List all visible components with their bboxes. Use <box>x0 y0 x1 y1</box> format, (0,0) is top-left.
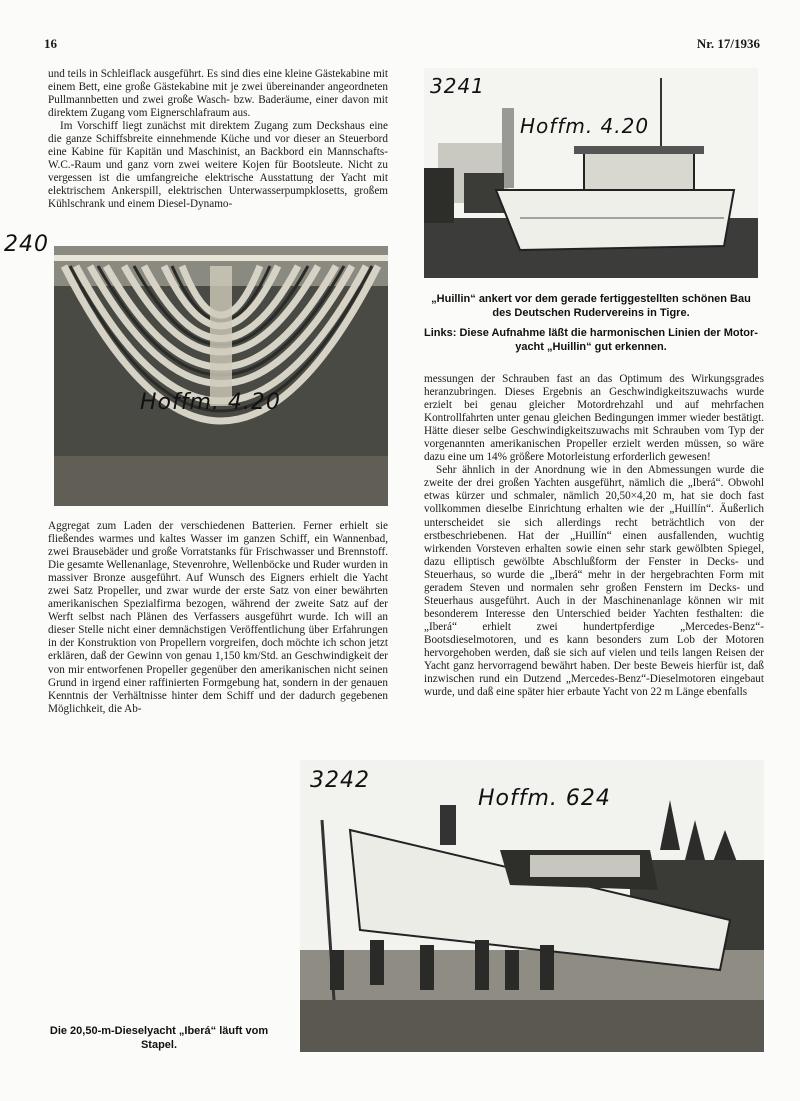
caption-line: Die 20,50-m-Dieselyacht „Iberá“ läuft vom <box>49 1025 269 1037</box>
frame-handwritten-note: Hoffm. 4.20 <box>140 390 281 415</box>
caption-line: Links: Diese Aufnahme läßt die harmonischen Linien der Motor- <box>424 327 758 339</box>
caption-line: Stapel. <box>140 1039 178 1051</box>
right-column-text <box>424 373 764 699</box>
photo-handwritten-note: Hoffm. 4.20 <box>520 114 650 138</box>
huillin-caption <box>424 292 758 320</box>
links-caption <box>424 326 758 354</box>
yacht-frames-photo <box>54 246 388 506</box>
paragraph: Im Vorschiff liegt zunächst mit direktem Zugang zum Deckshaus eine die ganze Schiffsbreite einnehmende Küche und vor dieser an Steuerbord eine Kabine für Kapitän und Maschinist, an Backbord ein Mannschafts-W.C.-Raum und ganz vorn zwei weitere Kojen für Bootsleute. Nicht zu vergessen ist die umfangreiche elektrische Ausstattung der Yacht mit elektrischem Ankerspill, elektrischen Unterwasserpumpklosetts, großem Kühlschrank und einem Diesel-Dynamo- <box>48 120 388 211</box>
paragraph: Sehr ähnlich in der Anordnung wie in den Abmessungen wurde die zweite der drei großen Yachten ausgeführt, nämlich die „Iberá“. Obwohl etwas kürzer und schmaler, nämlich 20,50×4,20 m, hat sie doch fast vollkommen dieselbe Einrichtung erhalten wie der „Huillín“. Äußerlich unterscheidet sie sich allerdings recht beträchtlich von der erstbeschriebenen. Hat der „Huillín“ einen ausfallenden, wuchtig wirkenden Vorsteven erhalten sowie einen sehr stark gewölbten Spiegel, dazu elliptisch gewölbte Abschlußform der Fenster in Decks- und Steuerhaus, so wurde die „Iberá“ mehr in der hergebrachten Form mit geradem Steven und normalen sehr großen Fenstern im Decks- und Steuerhaus ausgeführt. Auch in der Maschinenanlage können wir mit besonderem Interesse den Unterschied beider Yachten festhalten: die „Iberá“ erhielt zwei hundertpferdige „Mercedes-Benz“-Bootsdieselmotoren, und es kann besonders zum Lob der Motoren hervorgehoben werden, daß sie sich auf vielen und teils langen Reisen der Yacht ganz hervorragend bewährt haben. Der beste Beweis hierfür ist, daß inzwischen rund ein Dutzend „Mercedes-Benz“-Dieselmotoren eingebaut wurde, und daß eine später hier erbaute Yacht von 22 m Länge ebenfalls <box>424 464 764 699</box>
caption-line: des Deutschen Rudervereins in Tigre. <box>492 307 690 319</box>
photo-handwritten-number: 3241 <box>430 74 485 98</box>
caption-line: yacht „Huillin“ gut erkennen. <box>515 341 667 353</box>
paragraph: messungen der Schrauben fast an das Optimum des Wirkungsgrades heranzubringen. Dieses Ergebnis an Geschwindigkeitszuwachs wurde erzielt bei genau gleicher Motordrehzahl und auf mehrfachen Kontrollfahrten unter genau gleichen Bedingungen immer wieder bestätigt. Hätte dieser selbe Geschwindigkeitszuwachs mit Schrauben vom Typ der vorgenannten amerikanischen Propeller erzielt werden müssen, so wäre dazu eine um 14% größere Motorleistung erforderlich gewesen! <box>424 373 764 464</box>
page-number: 16 <box>44 36 57 51</box>
issue-number: Nr. 17/1936 <box>696 36 760 51</box>
photo-handwritten-note: Hoffm. 624 <box>478 786 611 811</box>
left-column-top-text <box>48 68 388 212</box>
paragraph: Aggregat zum Laden der verschiedenen Batterien. Ferner erhielt sie fließendes warmes und kaltes Wasser im ganzen Schiff, ein Wannenbad, zwei Brausebäder und große Vorratstanks für Frischwasser und Brennstoff. Die gesamte Wellenanlage, Stevenrohre, Wellenböcke und Ruder wurden in massiver Bronze ausgeführt. Auf Wunsch des Eigners erhielt die Yacht zwei Satz Propeller, und zwar wurde der erste Satz von einer bewährten amerikanischen Spezialfirma bezogen, während der zweite Satz auf der Werft selbst nach Plänen des Verfassers ausgeführt wurde. Ich will an dieser Stelle nicht einer demnächstigen Veröffentlichung über Erfahrungen in der Konstruktion von Propellern vorgreifen, doch möchte ich schon jetzt erklären, daß der Gewinn von genau 1,150 km/Std. an Geschwindigkeit der von mir entworfenen Propeller gegenüber den amerikanischen nicht seinen Grund in irgend einer raffinierten Formgebung hat, sondern in der genauen Kenntnis der Verhältnisse hinter dem Schiff und der dadurch gegebenen Möglichkeit, die Ab- <box>48 520 388 715</box>
left-column-bottom-text <box>48 520 388 716</box>
huillin-anchored-photo <box>424 68 758 278</box>
photo-handwritten-number: 3242 <box>310 768 370 793</box>
ibera-caption <box>24 1024 294 1052</box>
paragraph: und teils in Schleiflack ausgeführt. Es sind dies eine kleine Gästekabine mit einem Bett, eine große Gästekabine mit je zwei übereinander angeordneten Pullmannbetten und zwei große Wasch- bzw. Baderäume, einer davon mit direktem Zugang vom Eignerschlafraum aus. <box>48 68 388 120</box>
caption-line: „Huillin“ ankert vor dem gerade fertiggestellten schönen Bau <box>431 293 751 305</box>
margin-handwritten-number: 240 <box>4 232 49 257</box>
